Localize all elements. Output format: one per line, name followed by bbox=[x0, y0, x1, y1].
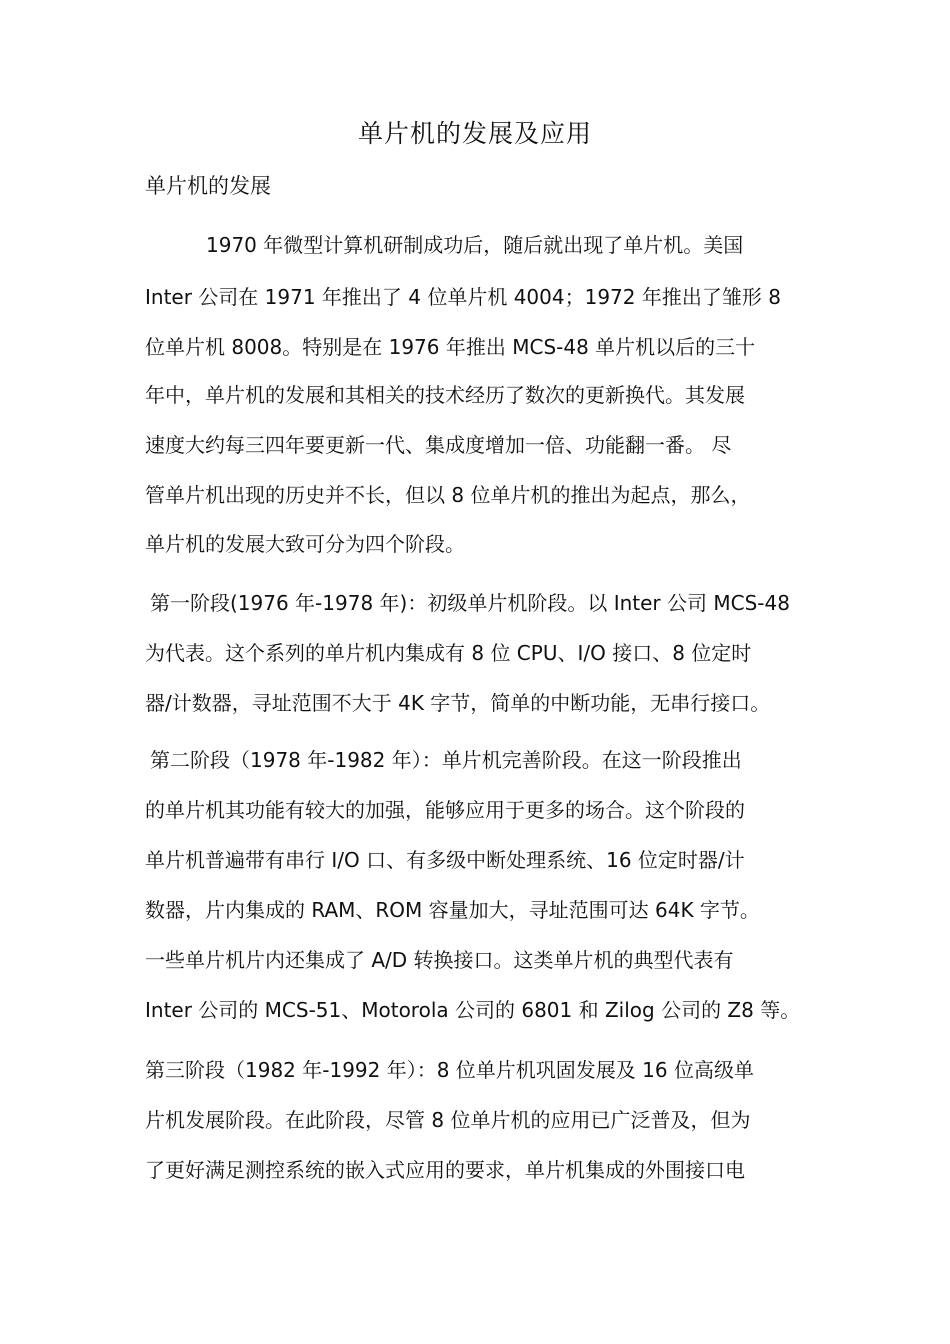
paragraph-line: 器/计数器，寻址范围不大于 4K 字节，简单的中断功能，无串行接口。 bbox=[145, 691, 771, 715]
paragraph-line: 位单片机 8008。特别是在 1976 年推出 MCS-48 单片机以后的三十 bbox=[145, 335, 756, 359]
paragraph-line: Inter 公司在 1971 年推出了 4 位单片机 4004；1972 年推出了雏形 8 bbox=[145, 285, 781, 309]
paragraph-line: 了更好满足测控系统的嵌入式应用的要求，单片机集成的外围接口电 bbox=[145, 1158, 745, 1182]
paragraph-line: 管单片机出现的历史并不长，但以 8 位单片机的推出为起点，那么， bbox=[145, 483, 751, 507]
paragraph-line: 单片机的发展大致可分为四个阶段。 bbox=[145, 532, 465, 556]
paragraph-line: 第三阶段（1982 年-1992 年）：8 位单片机巩固发展及 16 位高级单 bbox=[145, 1058, 754, 1082]
paragraph-line: 第一阶段(1976 年-1978 年)：初级单片机阶段。以 Inter 公司 MCS-48 bbox=[150, 591, 790, 615]
paragraph-line: 片机发展阶段。在此阶段，尽管 8 位单片机的应用已广泛普及，但为 bbox=[145, 1108, 751, 1132]
paragraph-line: 速度大约每三四年要更新一代、集成度增加一倍、功能翻一番。 尽 bbox=[145, 433, 732, 457]
document-title: 单片机的发展及应用 bbox=[357, 119, 592, 148]
paragraph-line: 一些单片机片内还集成了 A/D 转换接口。这类单片机的典型代表有 bbox=[145, 948, 734, 972]
section-heading: 单片机的发展 bbox=[145, 174, 271, 198]
paragraph-line: 1970 年微型计算机研制成功后，随后就出现了单片机。美国 bbox=[206, 233, 744, 257]
paragraph-line: 第二阶段（1978 年-1982 年）：单片机完善阶段。在这一阶段推出 bbox=[150, 748, 742, 772]
paragraph-line: 为代表。这个系列的单片机内集成有 8 位 CPU、I/O 接口、8 位定时 bbox=[145, 641, 752, 665]
paragraph-line: 的单片机其功能有较大的加强，能够应用于更多的场合。这个阶段的 bbox=[145, 798, 745, 822]
paragraph-line: 单片机普遍带有串行 I/O 口、有多级中断处理系统、16 位定时器/计 bbox=[145, 848, 745, 872]
paragraph-line: Inter 公司的 MCS-51、Motorola 公司的 6801 和 Zilog 公司的 Z8 等。 bbox=[145, 998, 801, 1022]
paragraph-line: 年中，单片机的发展和其相关的技术经历了数次的更新换代。其发展 bbox=[145, 383, 745, 407]
paragraph-line: 数器，片内集成的 RAM、ROM 容量加大，寻址范围可达 64K 字节。 bbox=[145, 898, 760, 922]
